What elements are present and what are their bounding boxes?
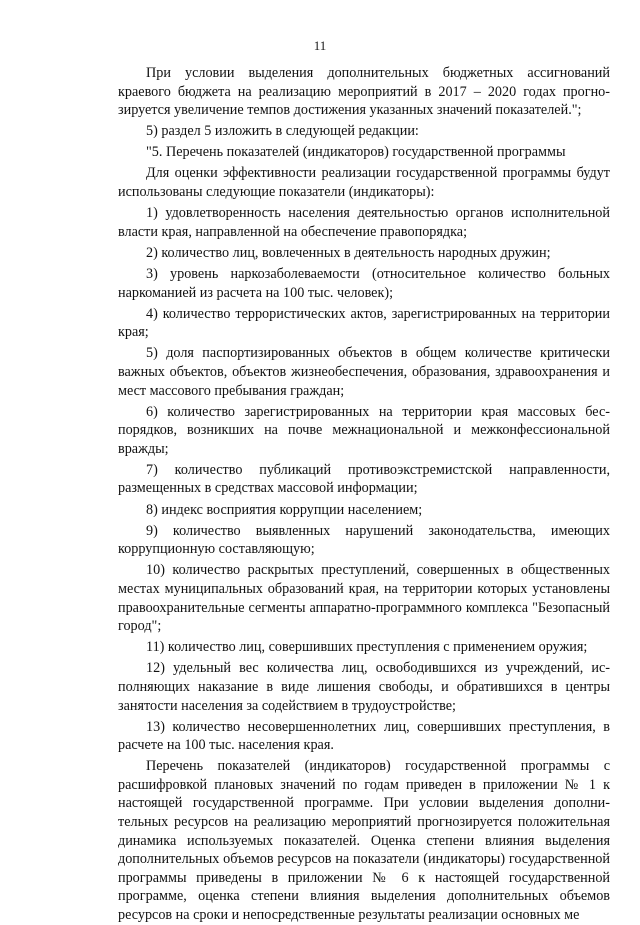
paragraph-section-5-instruction: 5) раздел 5 изложить в следующей редакции: — [146, 123, 419, 140]
page-number: 11 — [313, 38, 327, 53]
paragraph-indicators-summary: Перечень показателей (индикаторов) государственной программы с расшифровкой плановых значений по годам приведен в приложении № 1 к настоящей государственной программе. При условии выделения дополнительных ресурсов на реализацию мероприятий прогнозируется положительная динамика используемых показателей. Оценка степени влияния выделения дополнительных объемов ресурсов на показатели (индикаторы) государственной программы приведены в приложении № 6 к настоящей государственной программе, оценка степени влияния выделения дополнительных объемов ресурсов на сроки и непосредственные результаты реализации основных ме — [118, 758, 610, 924]
indicator-item-1: 1) удовлетворенность населения деятельностью органов исполнительной власти края, направленной на обеспечение правопорядка; — [118, 205, 610, 240]
indicator-item-12: 12) удельный вес количества лиц, освободившихся из учреждений, исполняющих наказание в виде лишения свободы, и обратившихся в центры занятости населения за содействием в трудоустройстве; — [118, 660, 610, 714]
indicator-item-2: 2) количество лиц, вовлеченных в деятельность народных дружин; — [146, 244, 551, 261]
indicator-item-4: 4) количество террористических актов, зарегистрированных на территории края; — [118, 305, 610, 341]
paragraph-section-5-heading: "5. Перечень показателей (индикаторов) государственной программы — [146, 144, 566, 161]
indicator-item-13: 13) количество несовершеннолетних лиц, совершивших преступления, в расчете на 100 тыс. населения края. — [118, 718, 610, 754]
indicator-item-7: 7) количество публикаций противоэкстремистской направленности, размещенных в средствах массовой информации; — [118, 461, 610, 497]
indicator-item-9: 9) количество выявленных нарушений законодательства, имеющих коррупционную составляющую; — [118, 522, 610, 558]
indicator-item-11: 11) количество лиц, совершивших преступления с применением оружия; — [146, 639, 588, 656]
document-body — [118, 64, 610, 925]
indicator-item-8: 8) индекс восприятия коррупции населением; — [146, 501, 423, 518]
indicator-item-3: 3) уровень наркозаболеваемости (относительное количество больных наркоманией из расчета на 100 тыс. человек); — [118, 265, 610, 301]
indicator-item-5: 5) доля паспортизированных объектов в общем количестве критически важных объектов, объектов жизнеобеспечения, образования, здравоохранения и мест массового пребывания граждан; — [118, 345, 610, 399]
indicator-item-10: 10) количество раскрытых преступлений, совершенных в общественных местах муниципальных образований края, на территории которых установлены правоохранительные сегменты аппаратно-программного комплекса "Безопасный город"; — [118, 562, 610, 635]
paragraph-funding-condition: При условии выделения дополнительных бюджетных ассигнований краевого бюджета на реализацию мероприятий в 2017 – 2020 годах прогнозируется увеличение темпов достижения указанных значений показателей."; — [118, 65, 610, 119]
paragraph-indicators-intro: Для оценки эффективности реализации государственной программы будут использованы следующие показатели (индикаторы): — [118, 165, 610, 201]
indicator-item-6: 6) количество зарегистрированных на территории края массовых беспорядков, возникших на почве межнациональной и межконфессиональной вражды; — [118, 403, 610, 457]
